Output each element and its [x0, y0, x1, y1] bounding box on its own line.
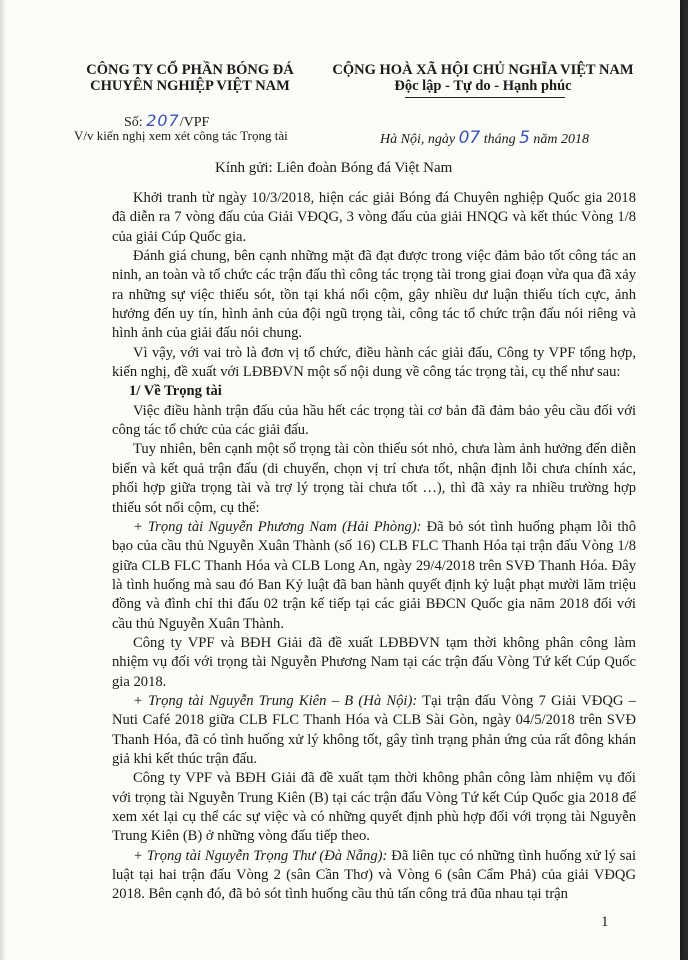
referee-item-1 — [112, 518, 636, 634]
paragraph-decision-1: Công ty VPF và BĐH Giải đã đề xuất LĐBĐVN tạm thời không phân công làm nhiệm vụ đối với trọng tài Nguyễn Phương Nam tại các trận đấu Vòng Tứ kết Cúp Quốc gia 2018. — [112, 634, 636, 690]
page-edge-shadow — [0, 0, 6, 960]
section-heading-referees: 1/ Về Trọng tài — [129, 383, 222, 400]
paragraph-general: Việc điều hành trận đấu của hầu hết các trọng tài cơ bản đã đảm bảo yêu cầu đối với công tác tổ chức của các giải đấu. — [112, 402, 636, 439]
referee-3-text: Đã liên tục có những tình huống xử lý sai luật tại hai trận đấu Vòng 2 (sân Cần Thơ) và Vòng 6 (sân Cẩm Phả) của giải VĐQG 2018. Bên cạnh đó, đã bỏ sót tình huống cầu thủ tấn công trả đũa nhau tại trận — [112, 847, 637, 903]
national-motto: Độc lập - Tự do - Hạnh phúc — [394, 78, 572, 94]
paragraph-intro: Khởi tranh từ ngày 10/3/2018, hiện các giải Bóng đá Chuyên nghiệp Quốc gia 2018 đã diễn ra 7 vòng đấu của Giải VĐQG, 3 vòng đấu của giải HNQG và kết thúc Vòng 1/8 của giải Cúp Quốc gia. — [112, 190, 636, 245]
referee-1-text: Đã bỏ sót tình huống phạm lỗi thô bạo của cầu thủ Nguyễn Xuân Thành (số 16) CLB FLC Thanh Hóa tại trận đấu Vòng 1/8 giữa CLB FLC Thanh Hóa và CLB Long An, ngày 29/4/2018 trên SVĐ Thanh Hóa. Đây là tình huống mà sau đó Ban Kỷ luật đã ban hành quyết định kỷ luật phạt mười lăm triệu đồng và đình chỉ thi đấu 02 trận kế tiếp tại các giải BĐCN Quốc gia năm 2018 đối với cầu thủ Nguyễn Xuân Thành. — [112, 518, 636, 632]
page-number: 1 — [601, 914, 609, 930]
referee-item-3 — [112, 847, 636, 905]
paragraph-decision-2: Công ty VPF và BĐH Giải đã đề xuất tạm thời không phân công làm nhiệm vụ đối với trọng tài Nguyễn Trung Kiên (B) tại các trận đấu Vòng Tứ kết Cúp Quốc gia 2018 để xem xét lại cụ thể các sự việc và có những quyết định phù hợp đối với trọng tài Nguyễn Trung Kiên (B) ở những vòng đấu tiếp theo. — [112, 770, 636, 845]
national-title: CỘNG HOÀ XÃ HỘI CHỦ NGHĨA VIỆT NAM — [332, 62, 634, 78]
date-day-handwritten: 07 — [458, 128, 481, 148]
date-middle: tháng — [480, 132, 520, 147]
paragraph-assessment: Đánh giá chung, bên cạnh những mặt đã đạt được trong việc đảm bảo tốt công tác an ninh, an toàn và tổ chức các trận đấu thì công tác trọng tài trong giai đoạn vừa qua đã xảy ra những sự việc thiếu sót, tồn tại khá nổi cộm, gây nhiều dư luận thiếu tích cực, ảnh hưởng đến uy tín, hình ảnh của đội ngũ trọng tài, công tác tổ chức trận đấu nói riêng và hình ảnh của giải đấu nói chung. — [112, 248, 636, 342]
document-number-handwritten: 207 — [146, 111, 180, 130]
paragraph-however: Tuy nhiên, bên cạnh một số trọng tài còn thiếu sót nhỏ, chưa làm ảnh hưởng đến diễn biến và kết quả trận đấu (di chuyển, chọn vị trí chưa tốt, nhận định lỗi chưa chính xác, phối hợp giữa trọng tài và trợ lý trọng tài chưa tốt …), thì đã xảy ra nhiều trường hợp thiếu sót nổi cộm, cụ thể: — [112, 441, 636, 516]
referee-2-name: + Trọng tài Nguyễn Trung Kiên – B (Hà Nội): — [133, 692, 418, 709]
paragraph-proposal: Vì vậy, với vai trò là đơn vị tổ chức, điều hành các giải đấu, Công ty VPF tổng hợp, kiến nghị, đề xuất với LĐBĐVN một số nội dung về công tác trọng tài, cụ thể như sau: — [112, 344, 636, 381]
document-date — [380, 128, 589, 148]
motto-underline — [405, 97, 565, 98]
company-name-line2: CHUYÊN NGHIỆP VIỆT NAM — [90, 78, 290, 94]
referee-1-name: + Trọng tài Nguyễn Phương Nam (Hải Phòng): — [133, 518, 422, 535]
letter-body — [112, 189, 636, 905]
date-suffix: năm 2018 — [529, 132, 590, 147]
national-header — [318, 62, 648, 94]
document-number-prefix: Số: — [124, 115, 147, 130]
company-name-line1: CÔNG TY CỔ PHẦN BÓNG ĐÁ — [86, 62, 294, 78]
date-prefix: Hà Nội, ngày — [380, 132, 459, 147]
referee-item-2 — [112, 692, 636, 769]
greeting: Kính gửi: Liên đoàn Bóng đá Việt Nam — [215, 160, 453, 176]
company-header — [70, 62, 310, 94]
date-month-handwritten: 5 — [519, 128, 530, 148]
referee-3-name: + Trọng tài Nguyễn Trọng Thư (Đà Nẵng): — [133, 847, 388, 864]
document-number-suffix: /VPF — [179, 115, 210, 130]
document-subject: V/v kiến nghị xem xét công tác Trọng tài — [74, 128, 288, 143]
referee-2-text: Tại trận đấu Vòng 7 Giải VĐQG – Nuti Café 2018 giữa CLB FLC Thanh Hóa và CLB Sài Gòn, ngày 04/5/2018 trên SVĐ Thanh Hóa, đã có tình huống xử lý không tốt, gây tình trạng phản ứng của rất đông khán giả khi kết thúc trận đấu. — [112, 692, 636, 767]
